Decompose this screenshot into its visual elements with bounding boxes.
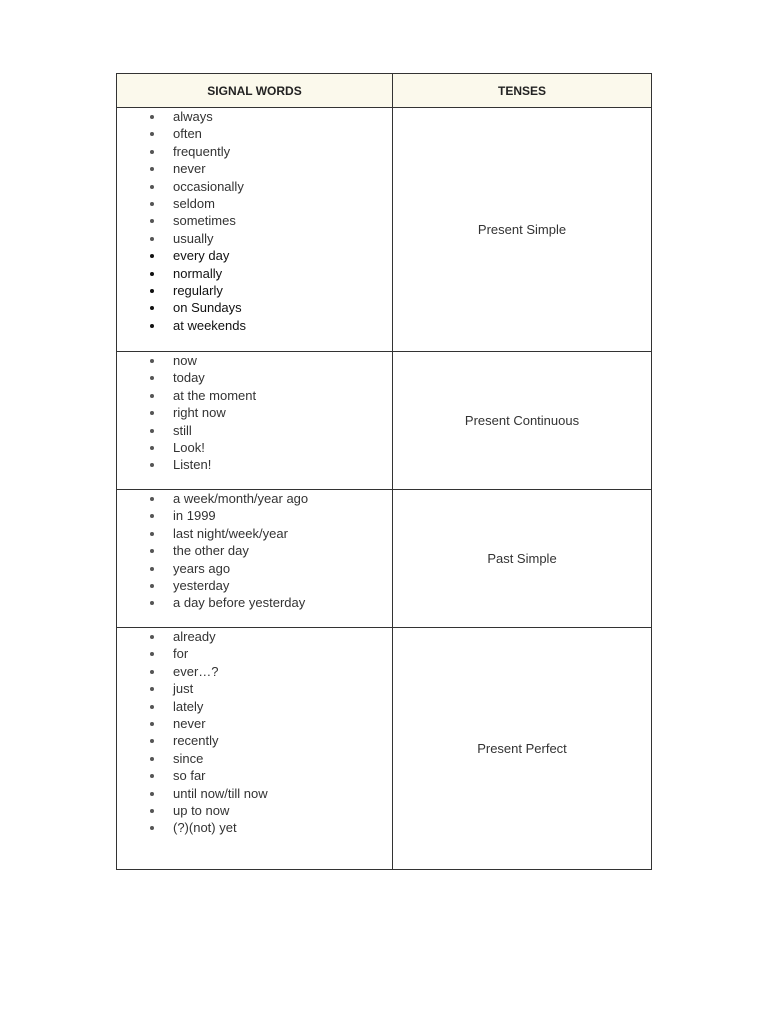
signal-word-item: at the moment <box>148 387 392 404</box>
signal-word-list <box>117 490 392 612</box>
signal-word-item: normally <box>148 265 392 282</box>
tense-name: Present Perfect <box>393 628 652 870</box>
signal-word-item: usually <box>148 230 392 247</box>
signal-word-item: yesterday <box>148 577 392 594</box>
signal-word-list <box>117 108 392 334</box>
signal-word-item: a day before yesterday <box>148 594 392 611</box>
signal-word-item: the other day <box>148 542 392 559</box>
signal-word-item: lately <box>148 698 392 715</box>
signal-word-item: still <box>148 422 392 439</box>
signal-word-item: Listen! <box>148 456 392 473</box>
signal-word-item: years ago <box>148 560 392 577</box>
signal-words-table <box>116 73 652 870</box>
signal-word-item: often <box>148 125 392 142</box>
signal-word-item: (?)(not) yet <box>148 819 392 836</box>
signal-word-item: occasionally <box>148 178 392 195</box>
signal-words-cell <box>117 352 393 490</box>
table-row-present-continuous <box>117 352 652 490</box>
table-row-present-simple <box>117 108 652 352</box>
signal-words-cell <box>117 628 393 870</box>
table-row-past-simple <box>117 490 652 628</box>
header-signal-words: SIGNAL WORDS <box>117 74 393 108</box>
signal-word-item: every day <box>148 247 392 264</box>
signal-word-item: never <box>148 715 392 732</box>
signal-word-item: today <box>148 369 392 386</box>
signal-word-item: sometimes <box>148 212 392 229</box>
table-row-present-perfect <box>117 628 652 870</box>
tense-name: Present Continuous <box>393 352 652 490</box>
signal-word-item: since <box>148 750 392 767</box>
signal-word-list <box>117 628 392 837</box>
tense-name: Present Simple <box>393 108 652 352</box>
table-header-row <box>117 74 652 108</box>
signal-word-item: until now/till now <box>148 785 392 802</box>
signal-word-item: up to now <box>148 802 392 819</box>
signal-word-item: in 1999 <box>148 507 392 524</box>
signal-word-item: recently <box>148 732 392 749</box>
signal-words-cell <box>117 490 393 628</box>
header-tenses: TENSES <box>393 74 652 108</box>
signal-word-item: for <box>148 645 392 662</box>
signal-word-item: seldom <box>148 195 392 212</box>
signal-word-item: a week/month/year ago <box>148 490 392 507</box>
signal-word-item: already <box>148 628 392 645</box>
signal-word-item: so far <box>148 767 392 784</box>
signal-word-item: last night/week/year <box>148 525 392 542</box>
signal-word-item: on Sundays <box>148 299 392 316</box>
signal-word-item: just <box>148 680 392 697</box>
signal-word-item: never <box>148 160 392 177</box>
signal-word-item: right now <box>148 404 392 421</box>
signal-word-item: Look! <box>148 439 392 456</box>
signal-word-item: regularly <box>148 282 392 299</box>
signal-word-item: now <box>148 352 392 369</box>
signal-word-item: always <box>148 108 392 125</box>
signal-word-item: ever…? <box>148 663 392 680</box>
signal-word-item: at weekends <box>148 317 392 334</box>
signal-word-list <box>117 352 392 474</box>
signal-word-item: frequently <box>148 143 392 160</box>
tense-name: Past Simple <box>393 490 652 628</box>
signal-words-cell <box>117 108 393 352</box>
